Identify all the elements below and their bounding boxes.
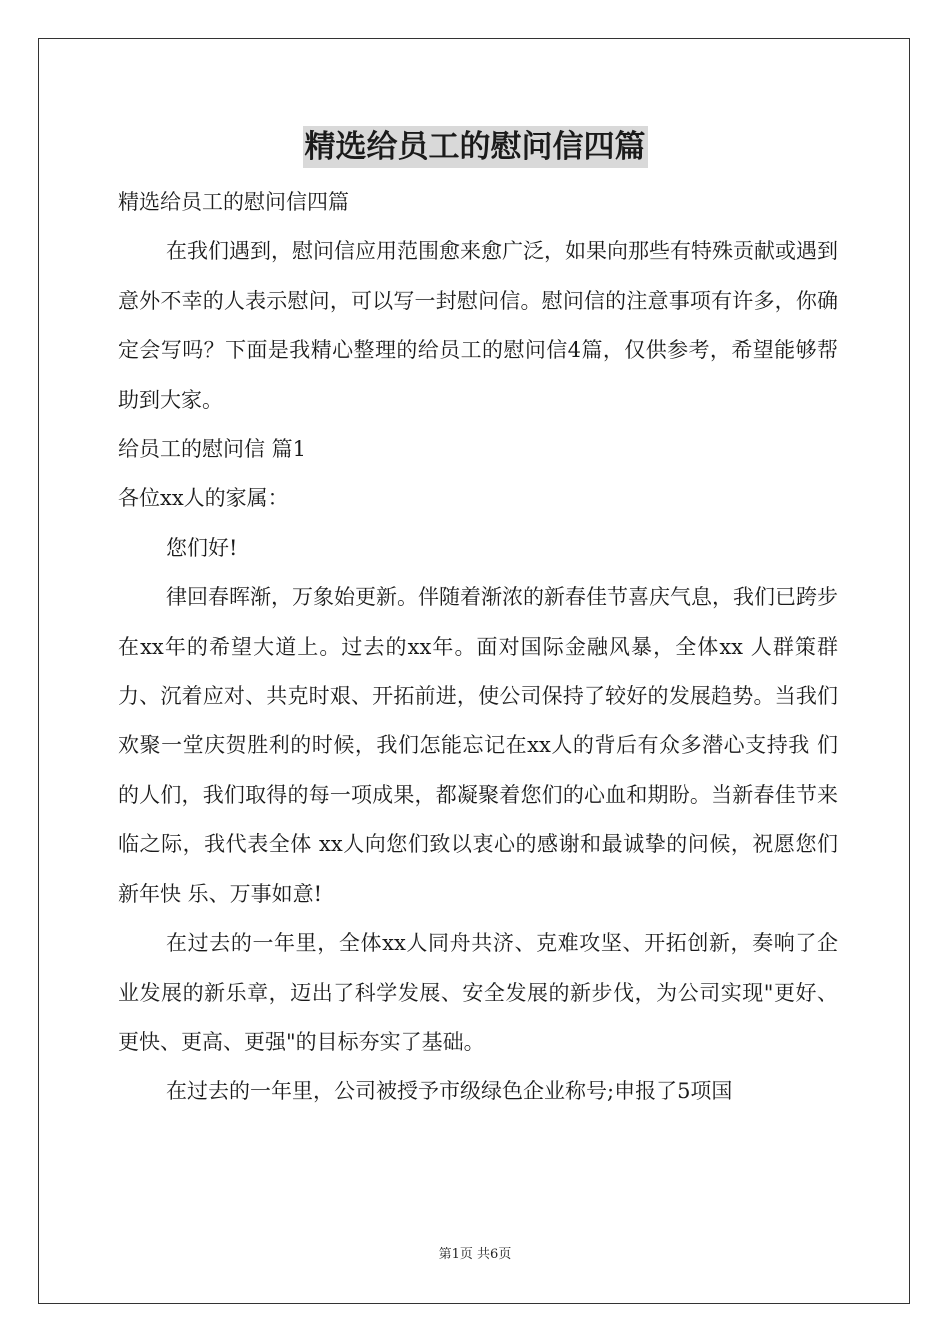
body-paragraph: 在过去的一年里，全体xx人同舟共济、克难攻坚、开拓创新，奏响了企业发展的新乐章，迈出了科学发展、安全发展的新步伐，为公司实现"更好、更快、更高、更强"的目标夯实了基础。 <box>118 931 838 1054</box>
document-title <box>0 126 950 168</box>
body-paragraph: 律回春晖渐，万象始更新。伴随着渐浓的新春佳节喜庆气息，我们已跨步在xx年的希望大道上。过去的xx年。面对国际金融风暴，全体xx 人群策群力、沉着应对、共克时艰、开拓前进，使公司保持了较好的发展趋势。当我们欢聚一堂庆贺胜利的时候，我们怎能忘记在xx人的背后有众多潜心支持我 们的人们，我们取得的每一项成果，都凝聚着您们的心血和期盼。当新春佳节来临之际，我代表全体 xx人向您们致以衷心的感谢和最诚挚的问候，祝愿您们新年快 乐、万事如意! <box>118 585 838 906</box>
document-body <box>118 178 838 1117</box>
document-title-text: 精选给员工的慰问信四篇 <box>303 126 648 168</box>
section-heading: 给员工的慰问信 篇1 <box>118 437 307 462</box>
salutation: 各位xx人的家属： <box>118 486 289 511</box>
greeting: 您们好! <box>166 535 238 560</box>
body-paragraph: 在过去的一年里，公司被授予市级绿色企业称号;申报了5项国 <box>166 1079 733 1104</box>
intro-paragraph: 在我们遇到，慰问信应用范围愈来愈广泛，如果向那些有特殊贡献或遇到意外不幸的人表示慰问，可以写一封慰问信。慰问信的注意事项有许多，你确定会写吗？下面是我精心整理的给员工的慰问信4篇，仅供参考，希望能够帮助到大家。 <box>118 239 838 412</box>
page-number: 第1页 共6页 <box>438 1247 512 1262</box>
document-subtitle: 精选给员工的慰问信四篇 <box>118 190 349 214</box>
page-footer <box>0 1246 950 1264</box>
